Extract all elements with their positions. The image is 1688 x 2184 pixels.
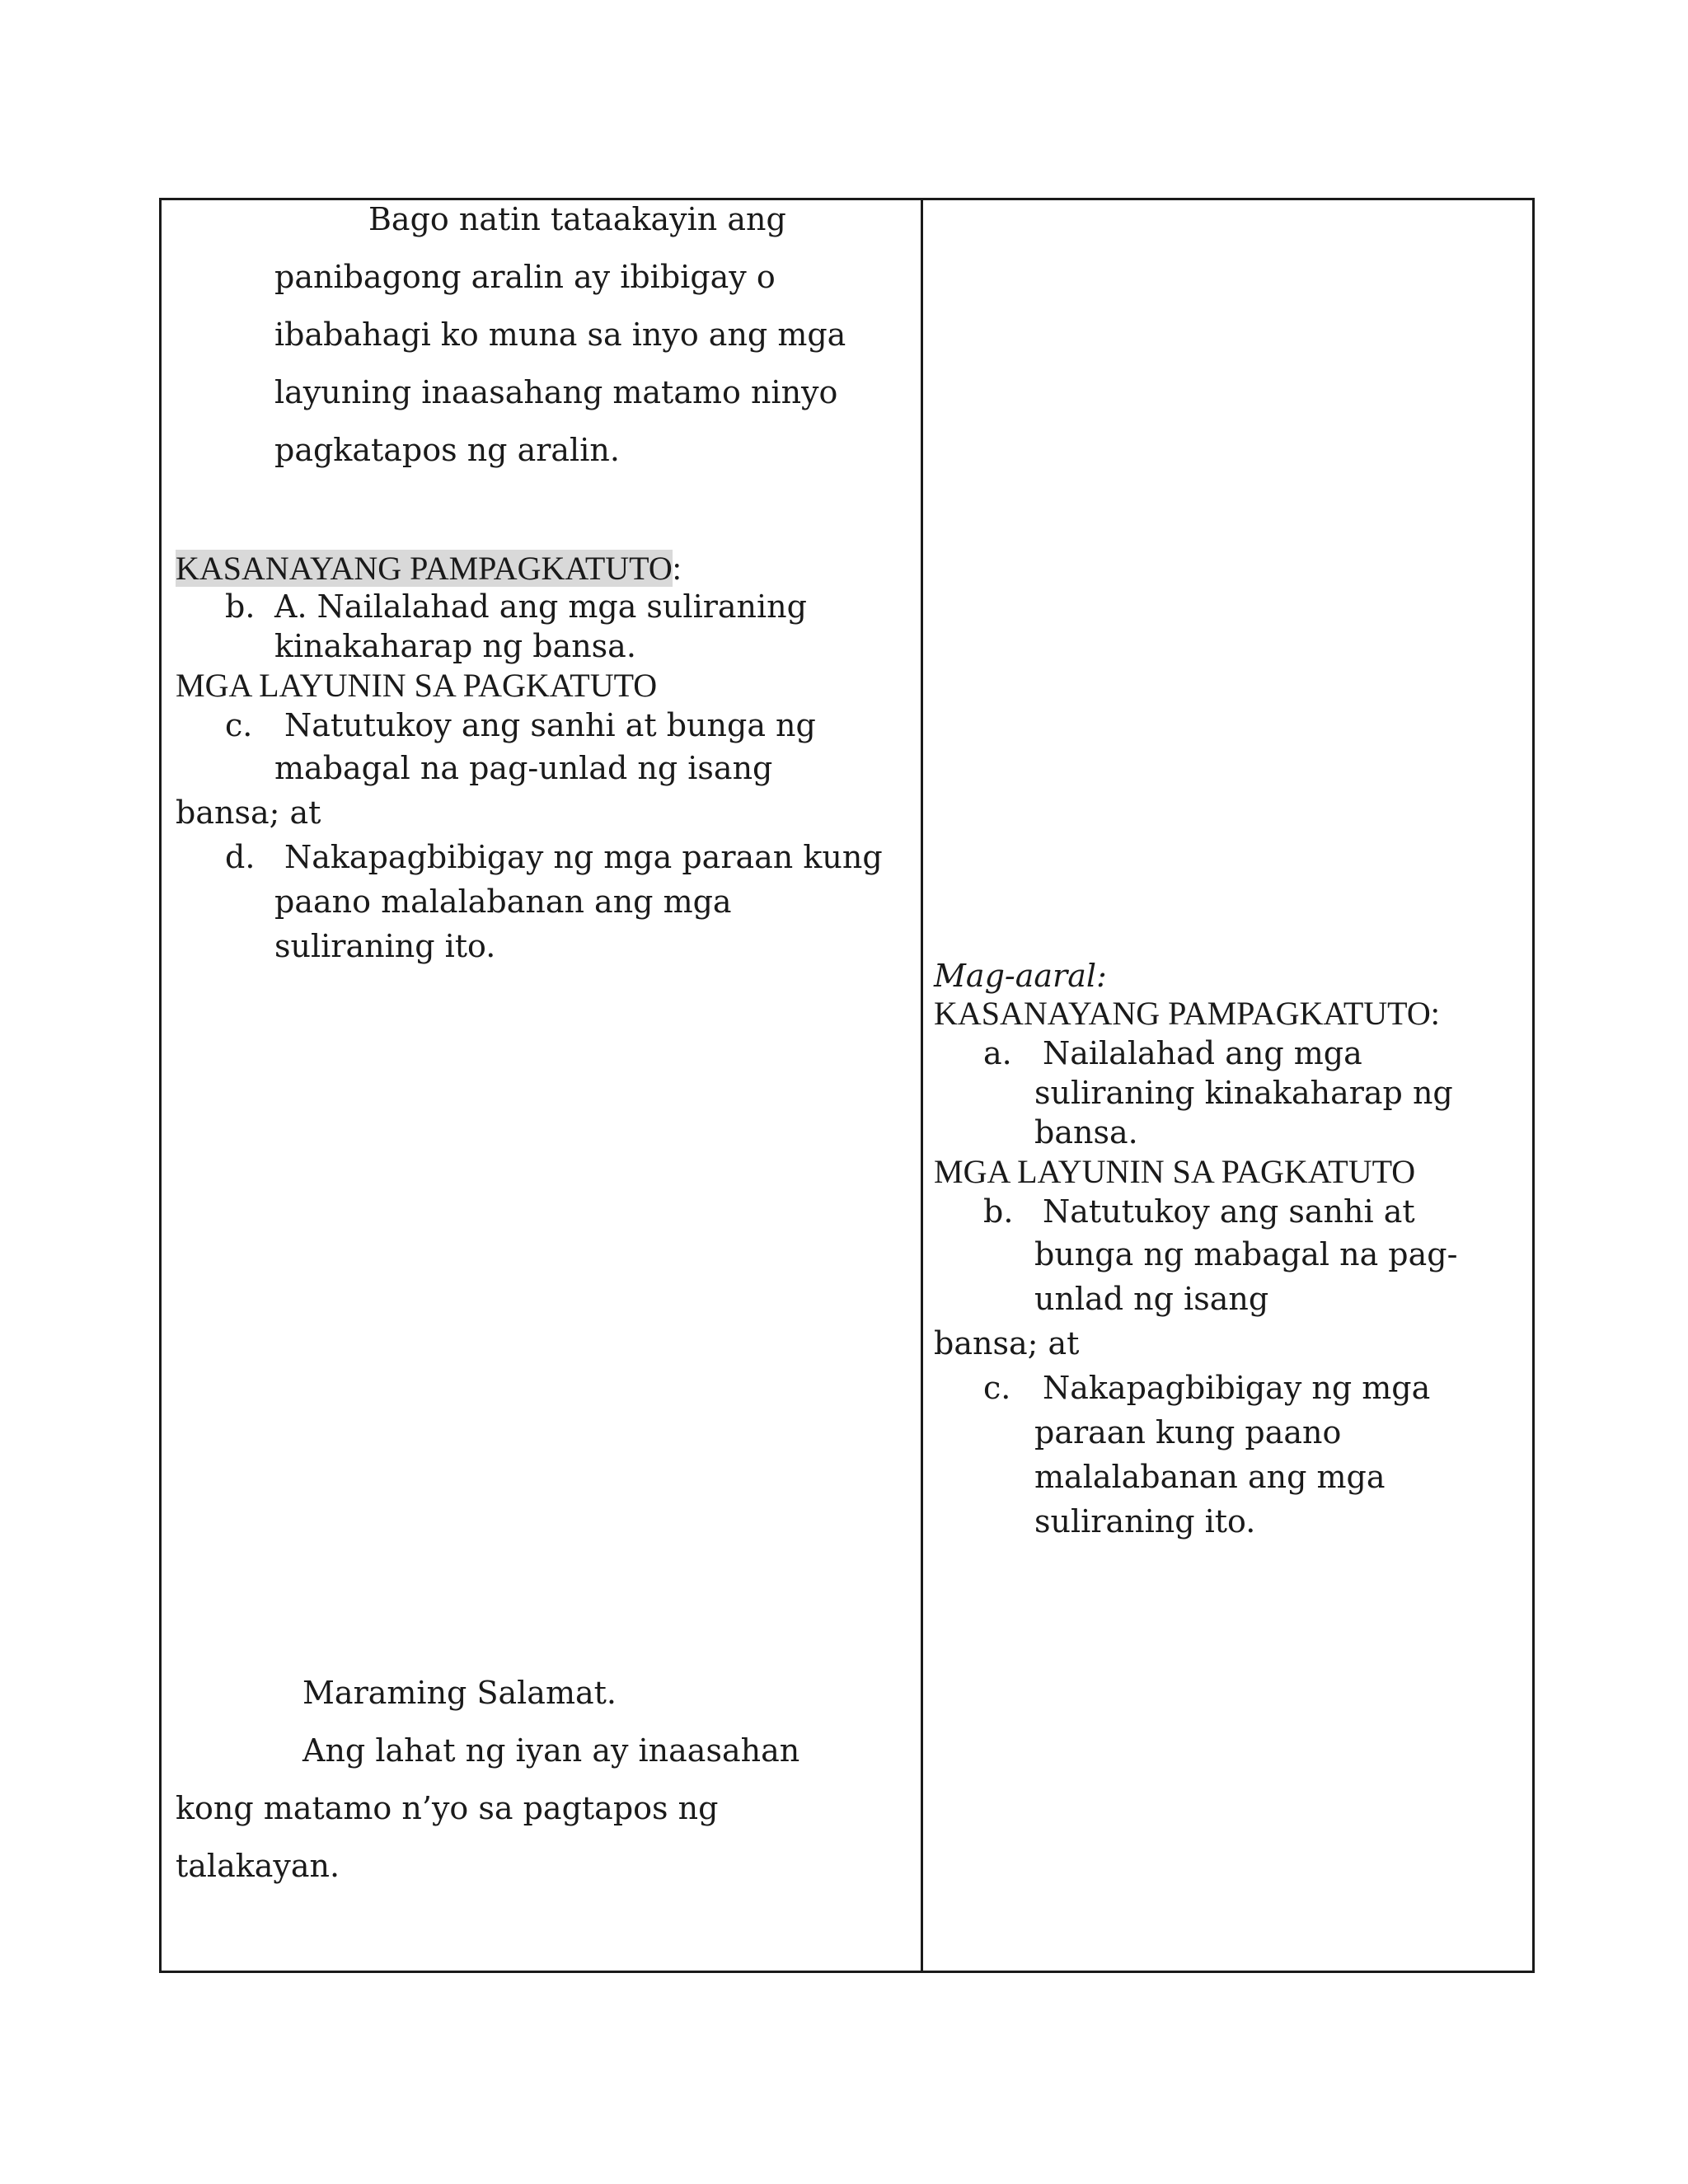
list-item-line: unlad ng isang bbox=[1034, 1281, 1269, 1317]
list-marker: a. bbox=[983, 1035, 1012, 1071]
list-item-line: Nailalahad ang mga bbox=[1043, 1035, 1362, 1071]
closing-line: Maraming Salamat. bbox=[302, 1675, 617, 1711]
list-item-line: Natutukoy ang sanhi at bunga ng bbox=[284, 707, 816, 743]
list-item-line: suliraning ito. bbox=[1034, 1503, 1256, 1540]
list-marker: b. bbox=[225, 588, 256, 625]
column-divider bbox=[921, 198, 923, 1973]
list-item-line: kinakaharap ng bansa. bbox=[274, 628, 636, 664]
list-item-line: mabagal na pag-unlad ng isang bbox=[274, 750, 773, 786]
closing-line: Ang lahat ng iyan ay inaasahan bbox=[302, 1732, 800, 1769]
list-item-line: bunga ng mabagal na pag- bbox=[1034, 1236, 1458, 1272]
list-item-line: Nakapagbibigay ng mga bbox=[1043, 1370, 1431, 1406]
list-item-line: Nakapagbibigay ng mga paraan kung bbox=[284, 839, 883, 875]
list-item-line: bansa. bbox=[1034, 1114, 1138, 1151]
list-item-line: suliraning kinakaharap ng bbox=[1034, 1075, 1453, 1111]
layunin-heading: MGA LAYUNIN SA PAGKATUTO bbox=[176, 667, 658, 704]
role-label: Mag-aaral: bbox=[934, 958, 1107, 994]
intro-line: Bago natin tataakayin ang bbox=[368, 201, 786, 237]
list-item-line: paano malalabanan ang mga bbox=[274, 883, 732, 920]
list-item-tail: bansa; at bbox=[934, 1325, 1080, 1361]
list-marker: c. bbox=[983, 1370, 1011, 1406]
list-item-line: suliraning ito. bbox=[274, 928, 496, 964]
list-item-line: paraan kung paano bbox=[1034, 1414, 1342, 1451]
list-marker: c. bbox=[225, 707, 253, 743]
intro-line: panibagong aralin ay ibibigay o bbox=[274, 259, 776, 295]
closing-line: talakayan. bbox=[176, 1848, 340, 1884]
closing-line: kong matamo n’yo sa pagtapos ng bbox=[176, 1790, 719, 1826]
list-item-line: A. Nailalahad ang mga suliraning bbox=[274, 588, 807, 625]
intro-line: pagkatapos ng aralin. bbox=[274, 432, 620, 468]
list-item-line: Natutukoy ang sanhi at bbox=[1043, 1193, 1415, 1230]
intro-line: ibabahagi ko muna sa inyo ang mga bbox=[274, 316, 846, 353]
intro-line: layuning inaasahang matamo ninyo bbox=[274, 374, 838, 410]
kasanayan-colon: : bbox=[672, 550, 682, 587]
layunin-heading: MGA LAYUNIN SA PAGKATUTO bbox=[934, 1153, 1416, 1190]
list-marker: b. bbox=[983, 1193, 1014, 1230]
kasanayan-heading bbox=[176, 549, 682, 588]
list-marker: d. bbox=[225, 839, 256, 875]
kasanayan-heading: KASANAYANG PAMPAGKATUTO: bbox=[934, 995, 1440, 1032]
kasanayan-heading-highlight: KASANAYANG PAMPAGKATUTO bbox=[176, 550, 673, 587]
list-item-tail: bansa; at bbox=[176, 794, 321, 831]
list-item-line: malalabanan ang mga bbox=[1034, 1459, 1386, 1495]
